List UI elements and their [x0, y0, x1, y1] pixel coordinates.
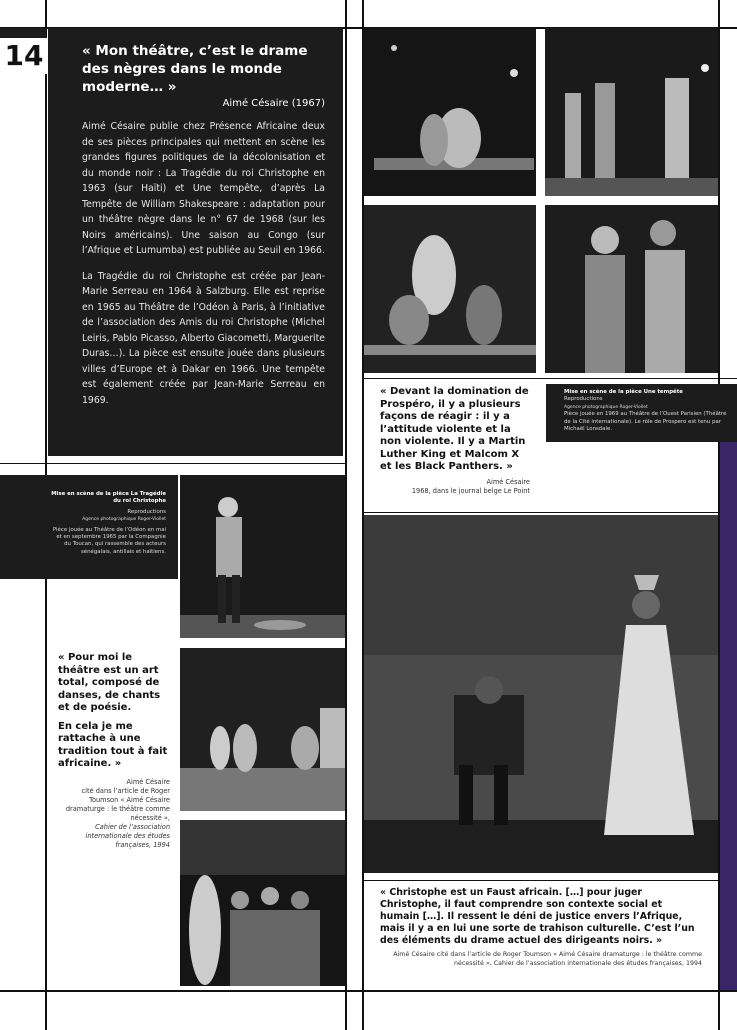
quote-theatre-author: Aimé Césaire — [126, 777, 170, 786]
photo-tempete-2 — [545, 28, 718, 196]
page-number-band — [0, 28, 46, 38]
grid-line — [0, 990, 737, 992]
quote-prospero-block — [380, 386, 530, 496]
quote-prospero-source: 1968, dans le journal belge Le Point — [411, 486, 530, 495]
photo-tempete-3 — [364, 205, 536, 373]
photo-tempete-4 — [545, 205, 718, 373]
title-attribution: Aimé Césaire (1967) — [222, 98, 325, 109]
christophe-caption-title: Mise en scène de la pièce La Tragédie du roi Christophe — [51, 491, 166, 505]
christophe-caption-text: Pièce jouée au Théâtre de l’Odéon en mai et en septembre 1965 par la Compagnie du Toucan, qui rassemble des acteurs sénégalais, antillais et haïtiens. — [52, 526, 166, 555]
photo-christophe-3 — [180, 820, 345, 986]
quote-theatre-block — [58, 652, 170, 850]
section-title: « Mon théâtre, c’est le drame des nègres dans le monde moderne… » — [82, 43, 308, 95]
photo-christophe-1 — [180, 475, 345, 638]
quote-theatre-source1: cité dans l’article de Roger Toumson « Aimé Césaire dramaturge : le théâtre comme nécessité », — [65, 786, 170, 822]
intro-paragraph-2: La Tragédie du roi Christophe est créée par Jean-Marie Serreau en 1964 à Salzburg. Elle est reprise en 1965 au Théâtre de l’Odéon à Paris, à l’initiative de l’association des Amis du roi Christophe (Michel Leiris, Pablo Picasso, Alberto Giacometti, Marguerite Duras…). La pièce est ensuite jouée dans plusieurs villes d’Europe et à Dakar en 1966. Une tempête est également créée par Jean-Marie Serreau en 1969. — [82, 270, 325, 406]
intro-paragraph-1: Aimé Césaire publie chez Présence Africaine deux de ses pièces principales qui mettent en scène les grandes figures politiques de la décolonisation et du monde noir : La Tragédie du roi Christophe en 1963 (sur Haïti) et Une tempête, d’après La Tempête de William Shakespeare : adaptation pour un théâtre nègre dans le n° 67 de 1968 (sur les Noirs américains). Une saison au Congo (sur l’Afrique et Lumumba) est publiée au Seuil en 1966. — [82, 121, 325, 256]
quote-faust-source: Aimé Césaire cité dans l’article de Roger Toumson « Aimé Césaire dramaturge : le théâtre comme nécessité », Cahier de l’association internationale des études françaises, 1994 — [393, 951, 702, 967]
photo-christophe-2 — [180, 648, 345, 811]
quote-theatre-line1: « Pour moi le théâtre est un art total, composé de danses, de chants et de poésie. — [58, 652, 161, 713]
quote-theatre-line2: En cela je me rattache à une tradition tout à fait africaine. » — [58, 720, 168, 769]
grid-line — [362, 512, 737, 513]
christophe-caption-sub: Reproductions — [127, 508, 166, 515]
tempete-caption-agency: Agence photographique Roger-Viollet — [564, 404, 648, 410]
quote-prospero-author: Aimé Césaire — [486, 477, 530, 486]
christophe-caption-box — [0, 475, 178, 579]
tempete-caption-text: Pièce jouée en 1969 au Théâtre de l’Ouest Parisien (Théâtre de la Cité internationale). Le rôle de Prospero est tenu par Michaël Lonsdale. — [564, 411, 727, 433]
tempete-caption-box — [546, 384, 737, 442]
page-number: 14 — [0, 38, 48, 74]
tempete-caption-sub: Reproductions — [564, 396, 603, 403]
intro-text-box — [48, 28, 343, 456]
grid-line — [345, 0, 347, 1030]
quote-prospero: « Devant la domination de Prospéro, il y a plusieurs façons de réagir : il y a l’attitude violente et la non violente. Il y a Martin Luther King et Malcom X et les Black Panthers. » — [380, 386, 529, 472]
photo-christophe-large — [364, 515, 718, 873]
quote-faust: « Christophe est un Faust africain. […] pour juger Christophe, il faut comprendre son contexte social et humain […]. Il ressent le déni de justice envers l’Afrique, mais il y a en lui une sorte de trahison culturelle. C’est l’un des éléments du drame actuel des dirigeants noirs. » — [380, 887, 695, 946]
grid-line — [362, 378, 737, 379]
photo-tempete-1 — [364, 28, 536, 196]
quote-theatre-source2: Cahier de l’association internationale des études françaises, 1994 — [85, 822, 170, 849]
grid-line — [0, 463, 345, 464]
accent-bar — [720, 442, 737, 990]
quote-faust-block — [380, 887, 702, 968]
tempete-caption-title: Mise en scène de la pièce Une tempête — [564, 389, 683, 395]
grid-line — [362, 880, 737, 881]
christophe-caption-agency: Agence photographique Roger-Viollet — [82, 517, 166, 523]
